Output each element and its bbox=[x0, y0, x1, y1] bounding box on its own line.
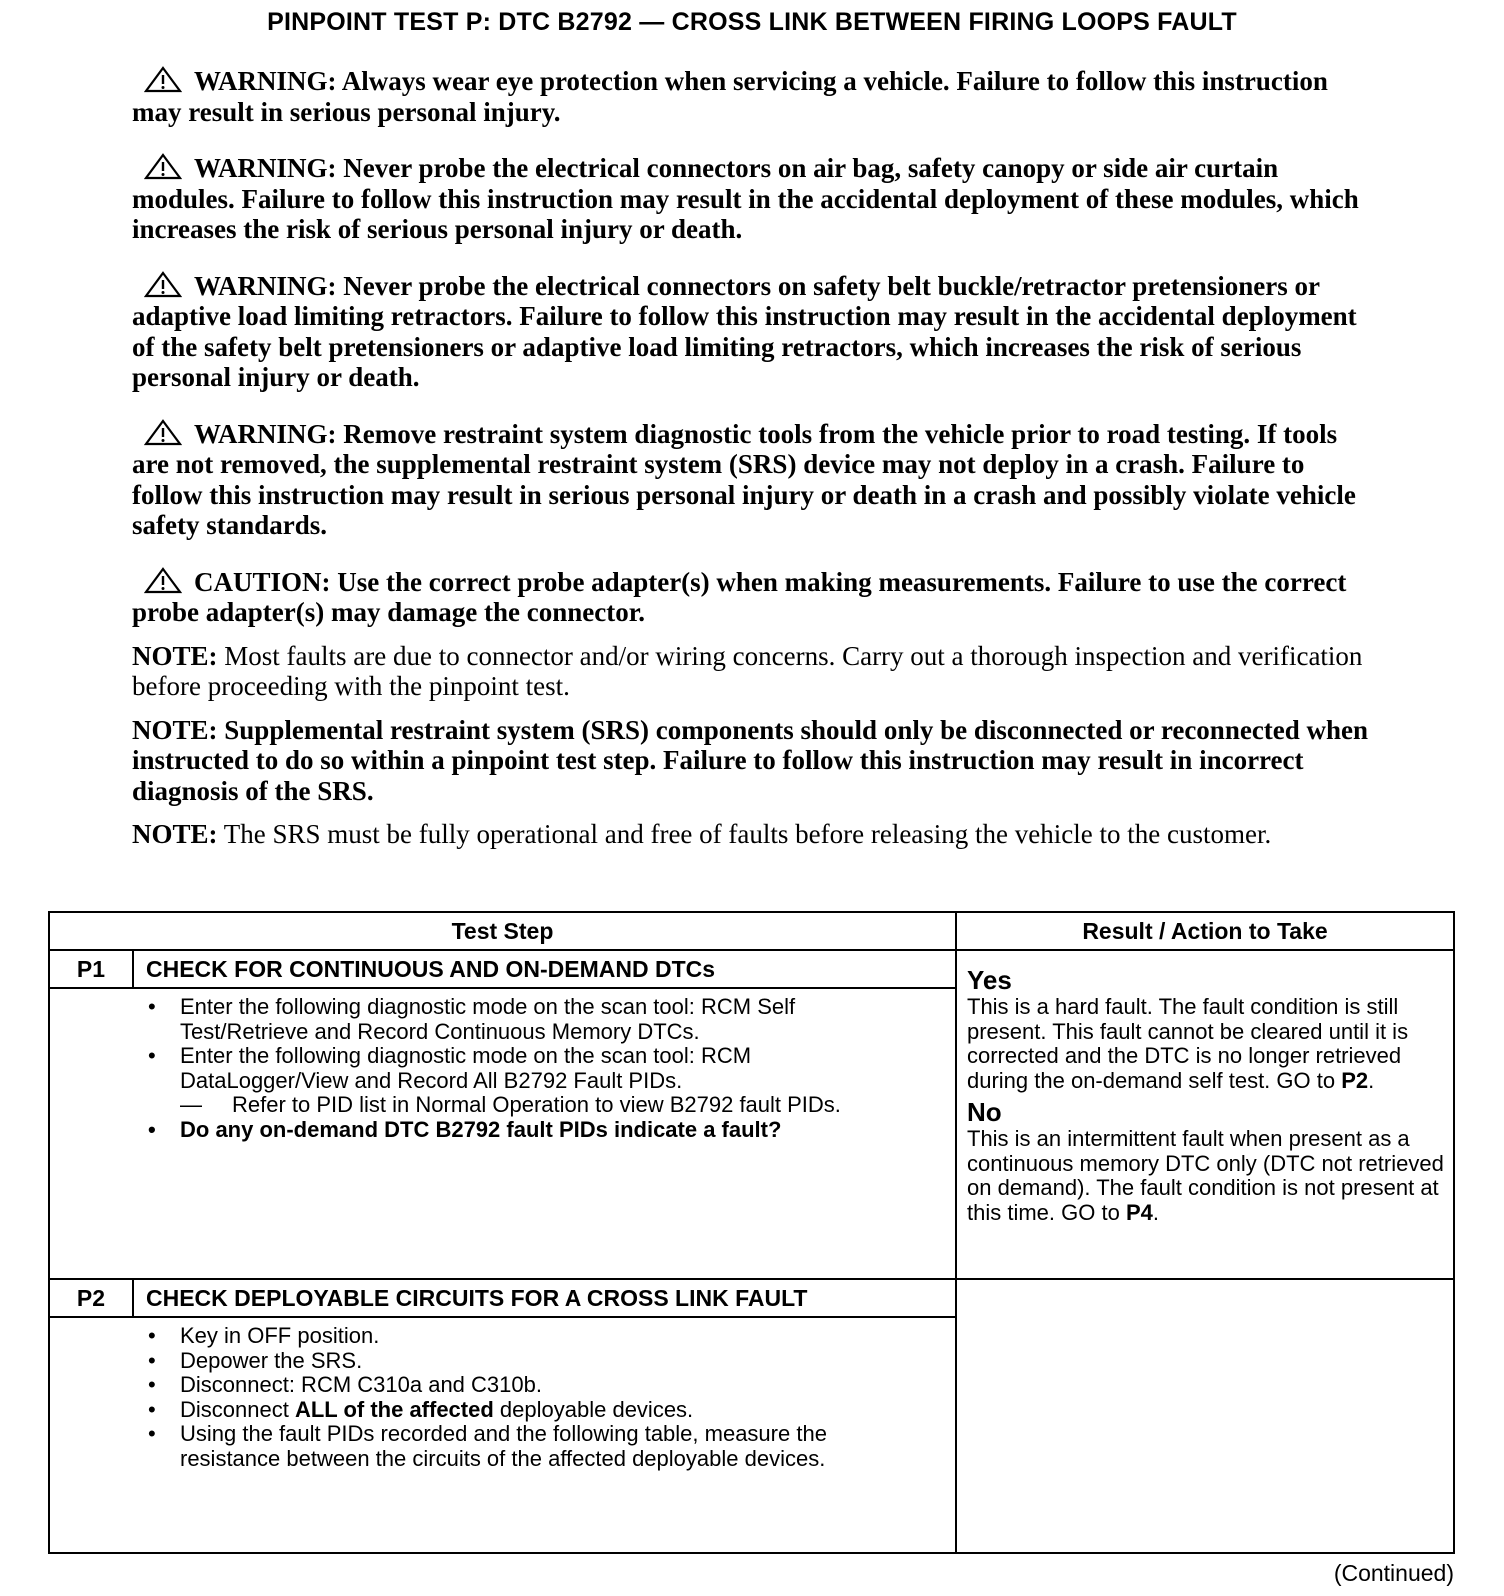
caution-text: Use the correct probe adapter(s) when making measurements. Failure to use the correct probe adapter(s) may damage the connector. bbox=[132, 566, 1347, 627]
warning-text: Always wear eye protection when servicing a vehicle. Failure to follow this instruction may result in serious personal injury. bbox=[132, 66, 1328, 127]
note-text: Most faults are due to connector and/or wiring concerns. Carry out a thorough inspection and verification before proceeding with the pinpoint test. bbox=[132, 640, 1363, 701]
note-srs-disconnect bbox=[132, 715, 1372, 807]
list-item: • Depower the SRS. bbox=[146, 1349, 916, 1374]
warning-label: WARNING: bbox=[194, 153, 337, 183]
note-srs-operational bbox=[132, 819, 1372, 850]
result-yes-text: This is a hard fault. The fault condition is still present. This fault cannot be cleared until it is corrected and the DTC is no longer retrieved during the on-demand self test. GO to P2. bbox=[967, 994, 1409, 1093]
warning-triangle-icon bbox=[144, 153, 182, 180]
warning-airbag-connectors bbox=[132, 153, 1372, 245]
warning-eye-protection bbox=[132, 66, 1372, 127]
step-question: • Do any on-demand DTC B2792 fault PIDs indicate a fault? bbox=[146, 1118, 916, 1143]
header-test-step: Test Step bbox=[451, 918, 554, 944]
caution-label: CAUTION: bbox=[194, 566, 331, 597]
page-title: PINPOINT TEST P: DTC B2792 — CROSS LINK BETWEEN FIRING LOOPS FAULT bbox=[267, 8, 1237, 36]
step-title-divider bbox=[50, 987, 955, 989]
warning-label: WARNING: bbox=[194, 66, 337, 96]
list-item: • Disconnect ALL of the affected deployable devices. bbox=[146, 1398, 916, 1423]
caution-probe-adapters bbox=[132, 567, 1372, 628]
header-result-action: Result / Action to Take bbox=[1082, 918, 1328, 944]
step-p1-title: CHECK FOR CONTINUOUS AND ON-DEMAND DTCs bbox=[146, 956, 716, 982]
result-yes-label: Yes bbox=[967, 965, 1012, 995]
warning-label: WARNING: bbox=[194, 270, 337, 301]
note-text: Supplemental restraint system (SRS) components should only be disconnected or reconnected when instructed to do so within a pinpoint test step. Failure to follow this instruction may result in incorrect diagnosis of the SRS. bbox=[132, 714, 1369, 806]
warning-triangle-icon bbox=[144, 419, 182, 446]
warning-text: Remove restraint system diagnostic tools from the vehicle prior to road testing. If tools are not removed, the supplemental restraint system (SRS) device may not deploy in a crash. Failure to follow this instruction may result in serious personal injury or death in a crash and possibly violate vehicle safety standards. bbox=[132, 418, 1356, 540]
step-p2-id: P2 bbox=[76, 1285, 106, 1311]
step-p1-actions bbox=[146, 995, 916, 1142]
warning-pretensioners bbox=[132, 271, 1372, 393]
result-no-text: This is an intermittent fault when present as a continuous memory DTC only (DTC not retrieved on demand). The fault condition is not present at this time. GO to P4. bbox=[967, 1126, 1444, 1225]
safety-notices bbox=[132, 66, 1372, 863]
sub-item: — Refer to PID list in Normal Operation to view B2792 fault PIDs. bbox=[180, 1092, 841, 1117]
pinpoint-test-table bbox=[48, 911, 1455, 1554]
warning-text: Never probe the electrical connectors on safety belt buckle/retractor pretensioners or adaptive load limiting retractors. Failure to follow this instruction may result in the accidental deployment of the safety belt pretensioners or adaptive load limiting retractors, which increases the risk of serious personal injury or death. bbox=[132, 270, 1357, 392]
continued-label: (Continued) bbox=[1333, 1560, 1454, 1586]
list-item: • Enter the following diagnostic mode on the scan tool: RCM DataLogger/View and Record All B2792 Fault PIDs. — Refer to PID list in Normal Operation to view B2792 fault PIDs. bbox=[146, 1044, 916, 1118]
warning-diagnostic-tools bbox=[132, 419, 1372, 541]
step-p1-id: P1 bbox=[76, 956, 106, 982]
list-item: • Key in OFF position. bbox=[146, 1324, 916, 1349]
step-id-divider bbox=[132, 1280, 134, 1316]
column-divider bbox=[955, 913, 957, 1552]
note-label: NOTE: bbox=[132, 819, 218, 849]
step-id-divider bbox=[132, 951, 134, 987]
note-label: NOTE: bbox=[132, 714, 218, 745]
list-item: • Using the fault PIDs recorded and the following table, measure the resistance between the circuits of the affected deployable devices. bbox=[146, 1422, 916, 1471]
note-connector-concerns bbox=[132, 641, 1372, 702]
warning-triangle-icon bbox=[144, 567, 182, 594]
note-label: NOTE: bbox=[132, 640, 218, 671]
list-item: • Disconnect: RCM C310a and C310b. bbox=[146, 1373, 916, 1398]
step-p1-results bbox=[967, 965, 1447, 1229]
warning-label: WARNING: bbox=[194, 418, 337, 449]
goto-p2-link[interactable]: P2 bbox=[1341, 1067, 1369, 1093]
list-item: • Enter the following diagnostic mode on the scan tool: RCM Self Test/Retrieve and Record Continuous Memory DTCs. bbox=[146, 995, 916, 1044]
step-title-divider bbox=[50, 1316, 955, 1318]
step-p2-actions bbox=[146, 1324, 916, 1471]
warning-triangle-icon bbox=[144, 66, 182, 93]
warning-triangle-icon bbox=[144, 271, 182, 298]
step-p2-title: CHECK DEPLOYABLE CIRCUITS FOR A CROSS LINK FAULT bbox=[146, 1285, 808, 1311]
result-no-label: No bbox=[967, 1097, 1002, 1127]
note-text: The SRS must be fully operational and free of faults before releasing the vehicle to the customer. bbox=[223, 819, 1272, 849]
goto-p4-link[interactable]: P4 bbox=[1125, 1199, 1153, 1225]
warning-text: Never probe the electrical connectors on air bag, safety canopy or side air curtain modules. Failure to follow this instruction may result in the accidental deployment of these modules, which increases the risk of serious personal injury or death. bbox=[132, 153, 1359, 244]
